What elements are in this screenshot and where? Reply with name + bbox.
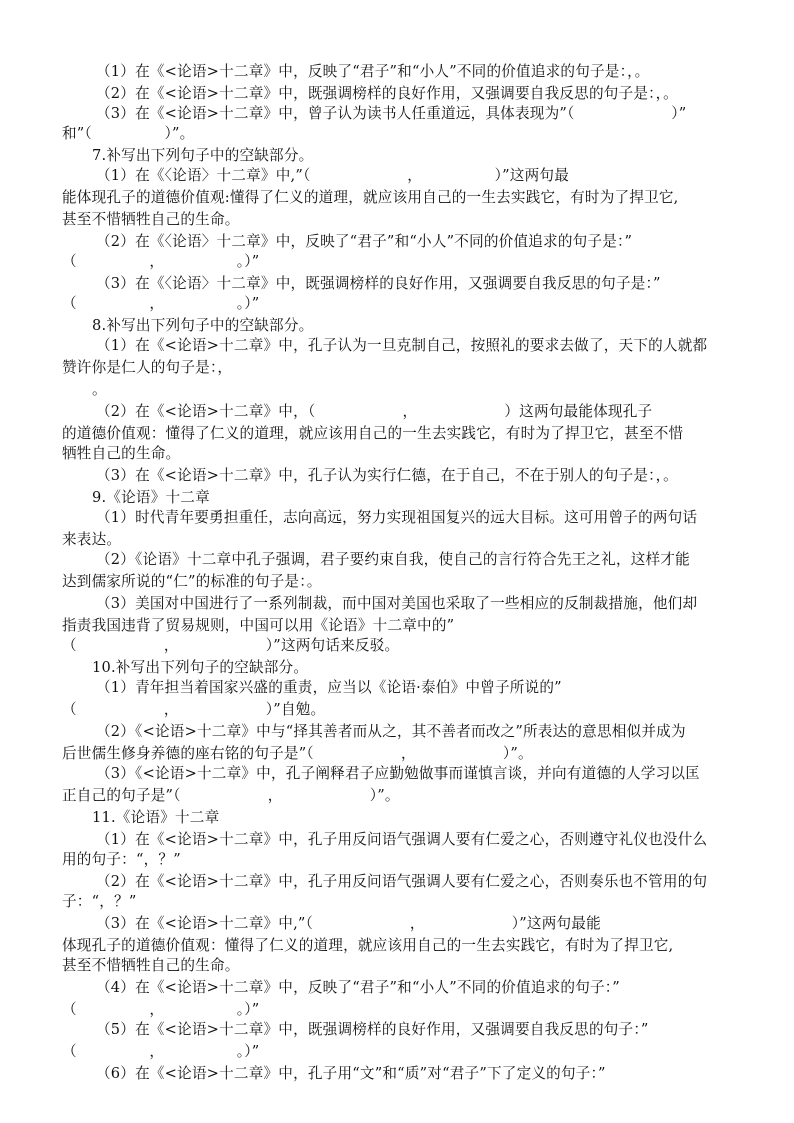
text-line: （2）在《<论语>十二章》中，既强调榜样的良好作用，又强调要自我反思的句子是：，。 xyxy=(96,85,678,102)
text-line: （5）在《<论语>十二章》中，既强调榜样的良好作用，又强调要自我反思的句子：” xyxy=(96,1021,649,1038)
text-line: 9.《论语》十二章 xyxy=(92,489,210,506)
text-line: 赞许你是仁人的句子是：， xyxy=(62,359,233,376)
text-line: （1）在《<论语>十二章》中，反映了“君子”和“小人”不同的价值追求的句子是：，。 xyxy=(96,63,650,80)
text-line: 甚至不惜牺牲自己的生命。 xyxy=(62,211,240,228)
text-line: （1）在《<论语>十二章》中，孔子认为一旦克制自己，按照礼的要求去做了，天下的人就都 xyxy=(96,337,708,354)
text-line: 甚至不惜牺牲自己的生命。 xyxy=(62,957,240,974)
text-line: （1）在《〈论语〉十二章》中,”（ ， ）”这两句最 xyxy=(96,167,569,184)
text-line: 能体现孔子的道德价值观:懂得了仁义的道理，就应该用自己的一生去实践它，有时为了捍卫它, xyxy=(62,189,679,206)
text-line: 11.《论语》十二章 xyxy=(92,809,220,826)
text-line: （1）青年担当着国家兴盛的重责，应当以《论语·泰伯》中曾子所说的” xyxy=(96,679,562,696)
text-line: （2）在《〈论语〉十二章》中，反映了“君子”和“小人”不同的价值追求的句子是：” xyxy=(96,233,633,250)
text-line: 牺牲自己的生命。 xyxy=(62,445,181,462)
text-line: 10.补写出下列句子的空缺部分。 xyxy=(92,659,309,676)
text-line: （ ， 。）” xyxy=(62,1001,260,1018)
text-line: （1）在《<论语>十二章》中，孔子用反问语气强调人要有仁爱之心，否则遵守礼仪也没什么 xyxy=(96,831,708,848)
text-line: 7.补写出下列句子中的空缺部分。 xyxy=(92,147,314,164)
text-line: （2）在《<论语>十二章》中，（ ， ）这两句最能体现孔子 xyxy=(96,403,653,420)
text-line: 的道德价值观：懂得了仁义的道理，就应该用自己的一生去实践它，有时为了捍卫它，甚至不惜 xyxy=(62,425,684,442)
text-line: （1）时代青年要勇担重任，志向高远，努力实现祖国复兴的远大目标。这可用曾子的两句话 xyxy=(96,509,698,526)
text-line: （3）在《<论语>十二章》中,”（ ， ）”这两句最能 xyxy=(96,915,601,932)
text-line: 指责我国违背了贸易规则，中国可以用《论语》十二章中的” xyxy=(62,617,455,634)
text-line: 用的句子：“，？” xyxy=(62,851,181,868)
text-line: （3）在《〈论语〉十二章》中，既强调榜样的良好作用，又强调要自我反思的句子是：” xyxy=(96,275,661,292)
text-line: 来表达。 xyxy=(62,531,122,548)
text-line: 达到儒家所说的“仁”的标准的句子是：。 xyxy=(62,573,322,590)
text-line: （2）《论语》十二章中孔子强调，君子要约束自我，使自己的言行符合先王之礼，这样才能 xyxy=(96,551,690,568)
text-line: （ ， 。）” xyxy=(62,1043,260,1060)
text-line: （ ， ）”这两句话来反驳。 xyxy=(62,637,400,654)
text-line: 体现孔子的道德价值观：懂得了仁义的道理，就应该用自己的一生去实践它，有时为了捍卫它, xyxy=(62,937,674,954)
text-line: （6）在《<论语>十二章》中，孔子用“文”和“质”对“君子”下了定义的句子：” xyxy=(96,1065,606,1082)
text-line: （ ， 。）” xyxy=(62,253,260,270)
text-line: （2）《<论语>十二章》中与“择其善者而从之，其不善者而改之”所表达的意思相似并成为 xyxy=(96,723,686,740)
text-line: （3）在《<论语>十二章》中，曾子认为读书人任重道远，具体表现为”（ ）” xyxy=(96,105,687,122)
text-line: 子：“，？” xyxy=(62,893,137,910)
text-line: （3）《<论语>十二章》中，孔子阐释君子应勤勉做事而谨慎言谈，并向有道德的人学习以匡 xyxy=(96,765,701,782)
text-line: 后世儒生修身养德的座右铭的句子是”（ ， ）”。 xyxy=(62,745,533,762)
text-line: （2）在《<论语>十二章》中，孔子用反问语气强调人要有仁爱之心，否则奏乐也不管用的句 xyxy=(96,873,708,890)
text-line: （4）在《<论语>十二章》中，反映了“君子”和“小人”不同的价值追求的句子：” xyxy=(96,979,620,996)
text-line: 。 xyxy=(92,381,107,398)
text-line: （ ， 。）” xyxy=(62,295,260,312)
text-line: （ ， ）”自勉。 xyxy=(62,701,326,718)
text-line: 和”（ ）”。 xyxy=(62,125,195,142)
text-line: 正自己的句子是”（ ， ）”。 xyxy=(62,787,400,804)
text-line: （3）美国对中国进行了一系列制裁，而中国对美国也采取了一些相应的反制裁措施，他们却 xyxy=(96,595,698,612)
text-line: （3）在《<论语>十二章》中，孔子认为实行仁德，在于自己，不在于别人的句子是：，。 xyxy=(96,467,678,484)
text-line: 8.补写出下列句子中的空缺部分。 xyxy=(92,317,314,334)
